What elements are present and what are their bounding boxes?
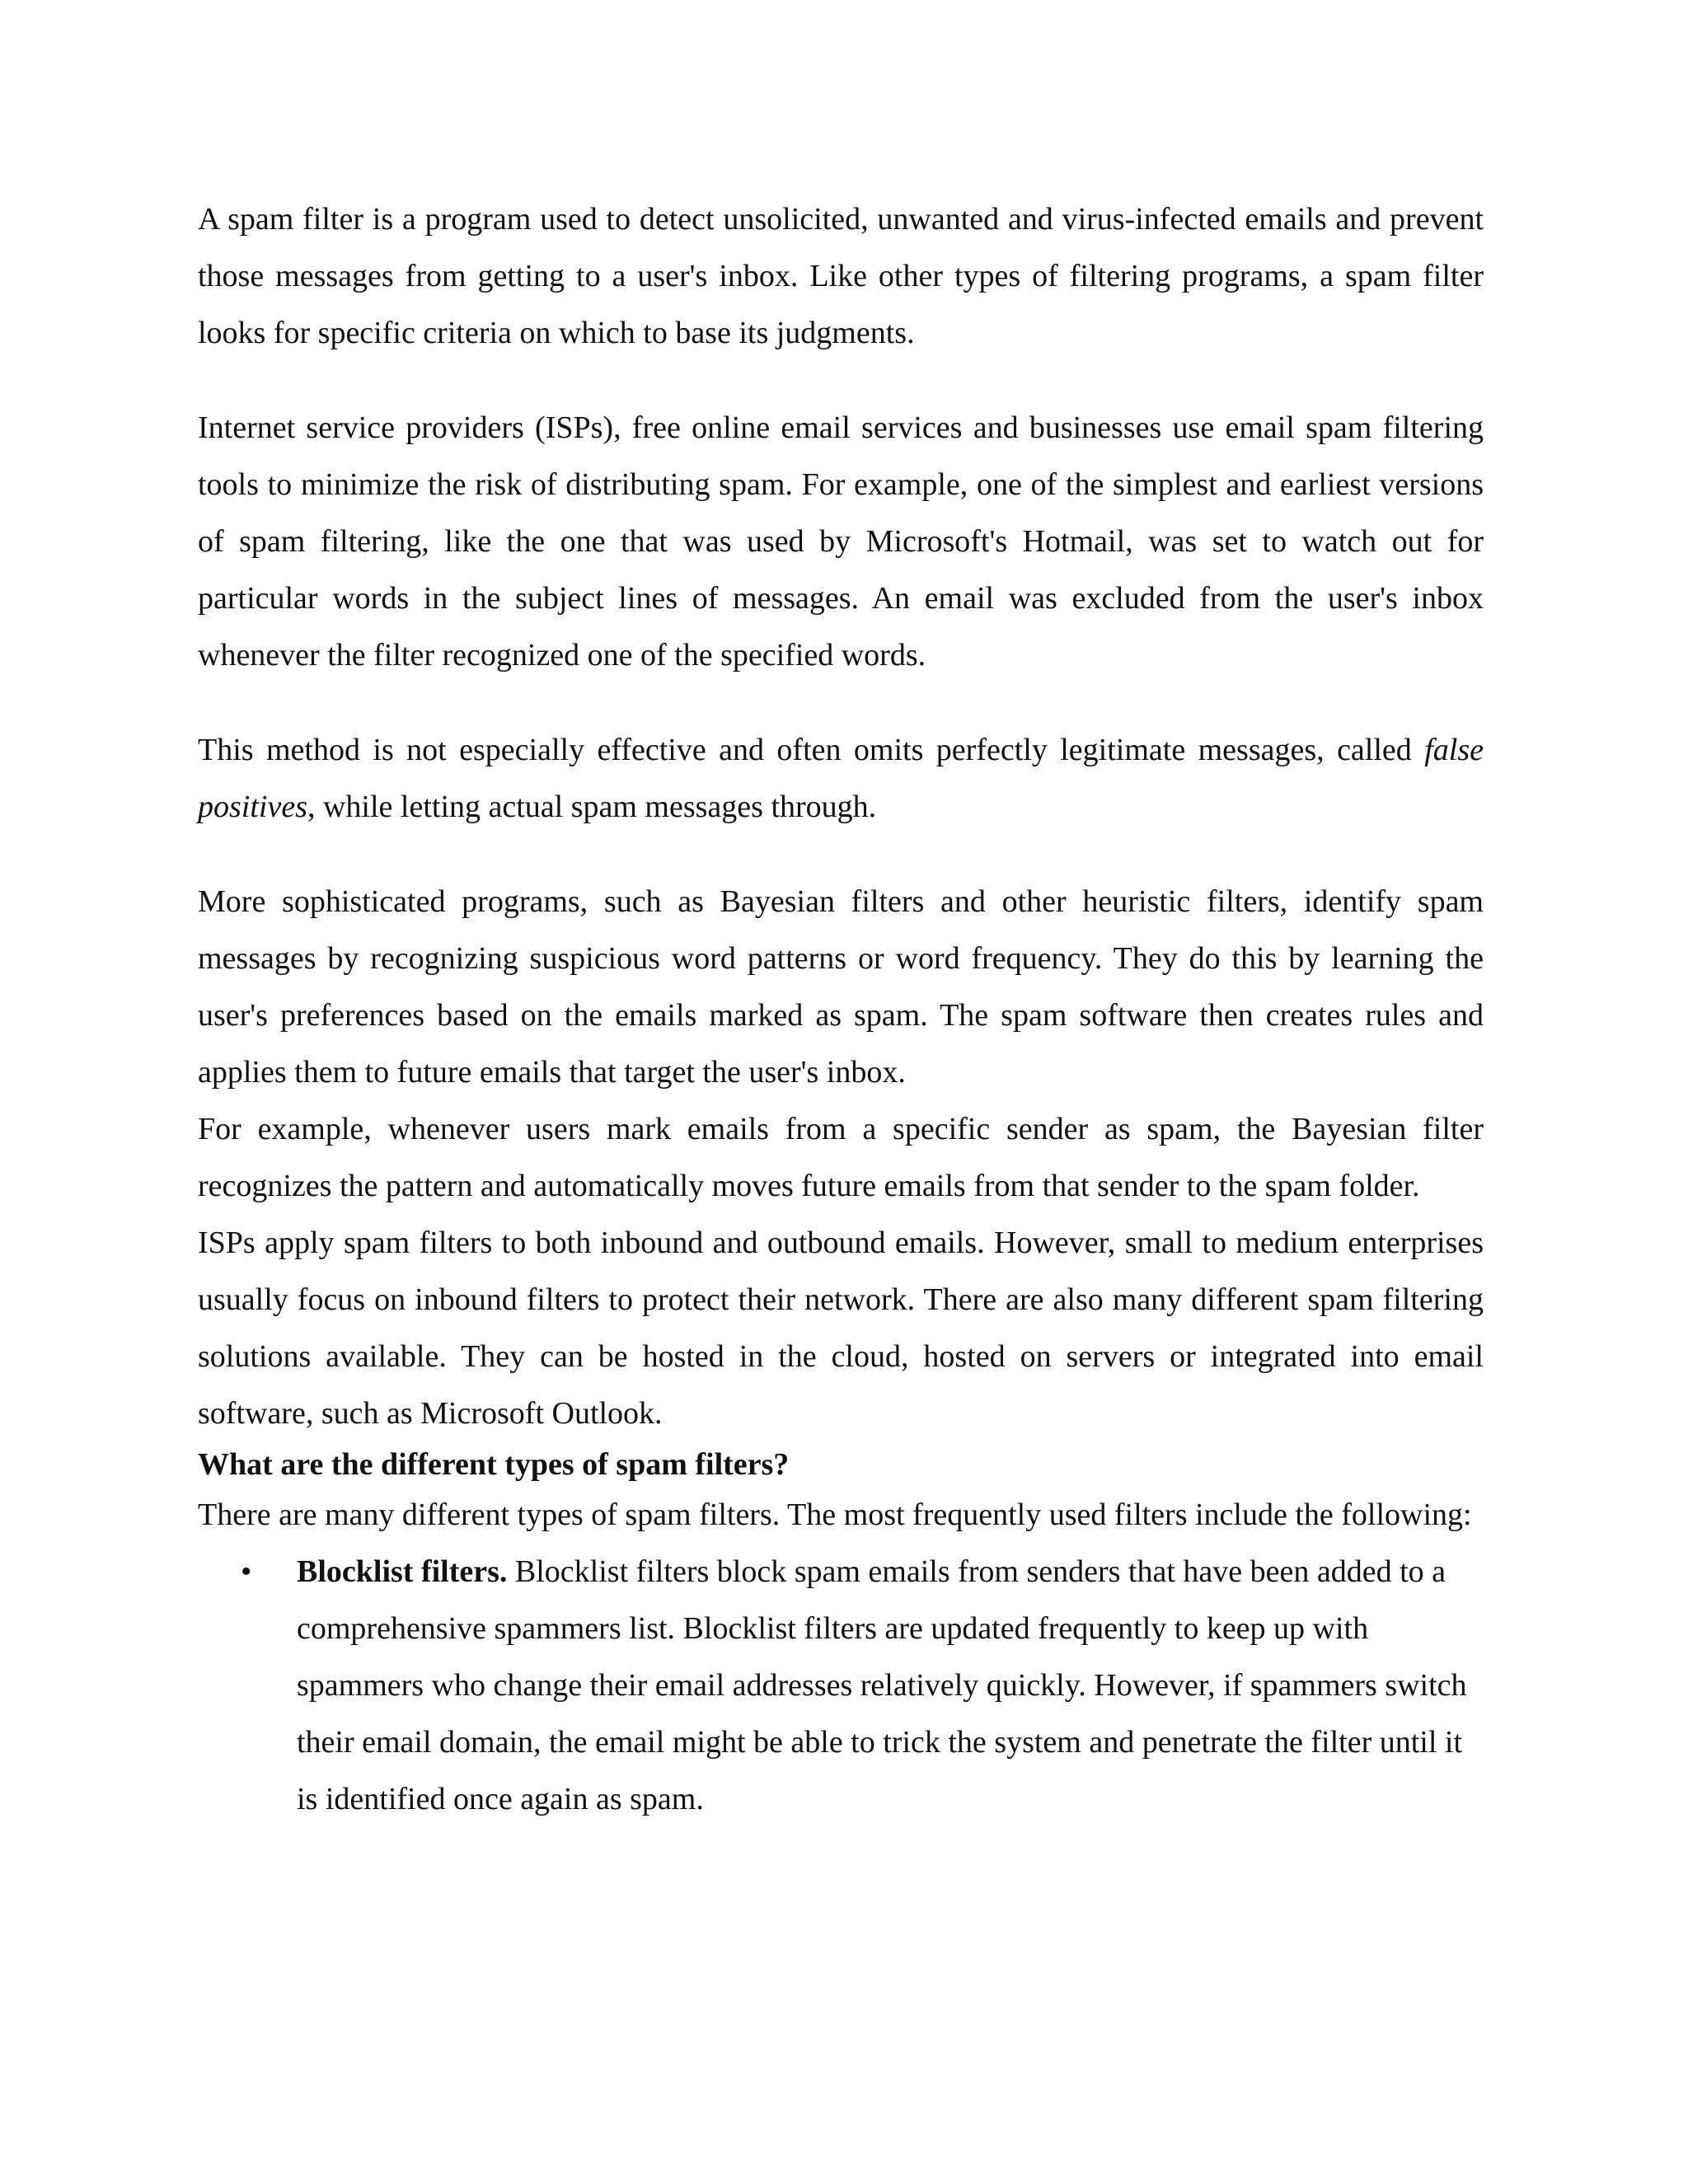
list-item-term: Blocklist filters. [297,1554,508,1589]
paragraph-bayesian-example: For example, whenever users mark emails from a specific sender as spam, the Bayesian filter recognizes the pattern and automatically moves future emails from that sender to the spam folder. [198,1112,1484,1203]
list-item-text: Blocklist filters block spam emails from senders that have been added to a comprehensive spammers list. Blocklist filters are updated frequently to keep up with spammers who change their email addresses relatively quickly. However, if spammers switch their email domain, the email might be able to trick the system and penetrate the filter until it is identified once again as spam. [297,1554,1467,1816]
section-heading: What are the different types of spam filters? [198,1447,790,1482]
list-item [198,1544,1484,1828]
paragraph-types-intro: There are many different types of spam filters. The most frequently used filters include the following: [198,1497,1472,1532]
paragraph-false-positives-end: , while letting actual spam messages through. [307,790,877,824]
paragraph-isp-usage: Internet service providers (ISPs), free online email services and businesses use email spam filtering tools to minimize the risk of distributing spam. For example, one of the simplest and earliest versions of spam filtering, like the one that was used by Microsoft's Hotmail, was set to watch out for particular words in the subject lines of messages. An email was excluded from the user's inbox whenever the filter recognized one of the specified words. [198,410,1484,673]
paragraph-false-positives [198,722,1484,836]
bullet-icon: • [241,1554,252,1589]
paragraph-inbound-outbound: ISPs apply spam filters to both inbound and outbound emails. However, small to medium enterprises usually focus on inbound filters to protect their network. There are also many different spam filtering solutions available. They can be hosted in the cloud, hosted on servers or integrated into email software, such as Microsoft Outlook. [198,1226,1484,1431]
document-page [198,191,1484,1828]
paragraph-bayesian-filters: More sophisticated programs, such as Bayesian filters and other heuristic filters, identify spam messages by recognizing suspicious word patterns or word frequency. They do this by learning the user's preferences based on the emails marked as spam. The spam software then creates rules and applies them to future emails that target the user's inbox. [198,884,1484,1090]
paragraph-false-positives-start: This method is not especially effective and often omits perfectly legitimate messages, called [198,733,1425,767]
filter-types-list [198,1544,1484,1828]
false-positives-term: false positives [198,733,1484,824]
paragraph-spam-filter-definition: A spam filter is a program used to detect unsolicited, unwanted and virus-infected emails and prevent those messages from getting to a user's inbox. Like other types of filtering programs, a spam filter looks for specific criteria on which to base its judgments. [198,202,1484,350]
